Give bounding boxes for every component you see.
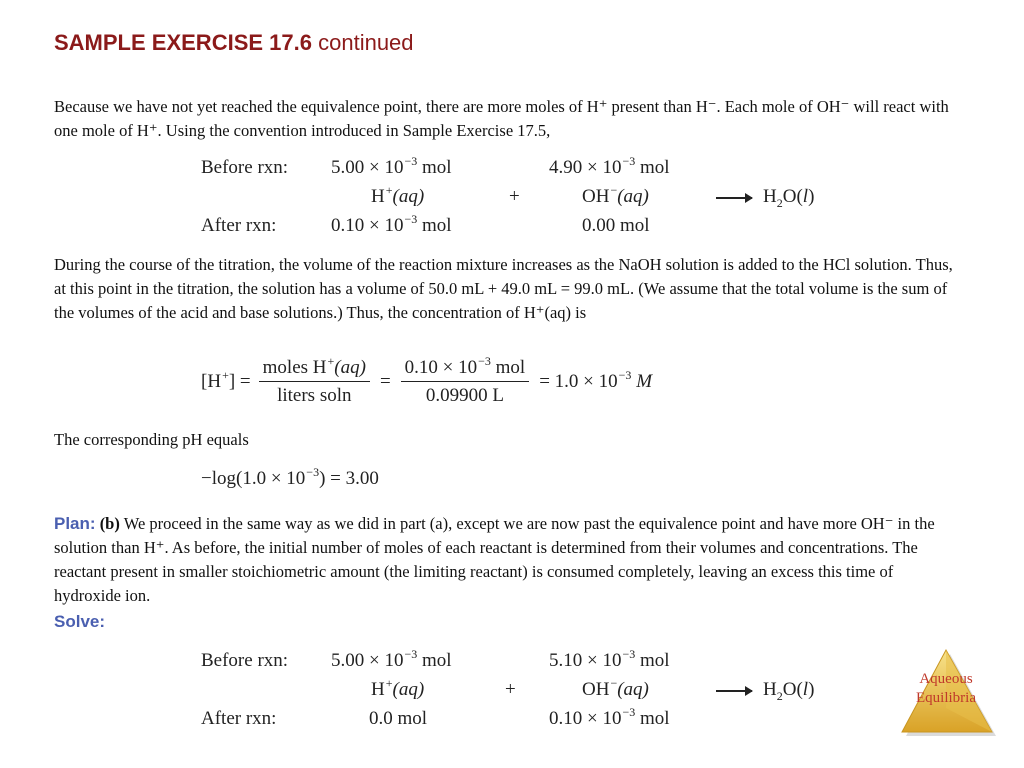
num-text: 0.10 × 10 bbox=[404, 357, 478, 378]
before-h-amount bbox=[331, 154, 452, 179]
part-label: (b) bbox=[99, 514, 120, 533]
species: H bbox=[763, 186, 777, 207]
value-text: 0.10 × 10 bbox=[331, 215, 404, 236]
species-tail: O( bbox=[782, 679, 803, 700]
exponent: −3 bbox=[404, 154, 418, 168]
reactant-oh bbox=[582, 676, 649, 701]
badge-text bbox=[898, 670, 994, 708]
paren: ) bbox=[808, 679, 815, 700]
after-h-amount: 0.0 mol bbox=[369, 708, 428, 729]
paren: ) bbox=[808, 186, 815, 207]
before-oh-amount bbox=[549, 647, 670, 672]
reaction-arrow bbox=[716, 679, 752, 701]
plus-sign: + bbox=[505, 679, 516, 700]
after-rxn-label: After rxn: bbox=[201, 708, 277, 729]
after-h-amount bbox=[331, 212, 452, 237]
after-oh-amount: 0.00 mol bbox=[582, 215, 650, 236]
phase: l bbox=[802, 186, 809, 207]
badge-line-1: Aqueous bbox=[919, 671, 973, 687]
unit-M: M bbox=[636, 371, 653, 392]
charge: + bbox=[385, 676, 393, 690]
phase: (aq) bbox=[392, 186, 425, 207]
aqueous-equilibria-badge bbox=[898, 648, 998, 740]
phase: (aq) bbox=[392, 679, 425, 700]
intro-paragraph: Because we have not yet reached the equivalence point, there are more moles of H⁺ present than H⁻. Each mole of OH⁻ will react with one mole of H⁺. Using the convention introduced in Sample Exercise 17.5, bbox=[54, 97, 949, 140]
exponent: −3 bbox=[478, 354, 491, 368]
species: OH bbox=[582, 186, 610, 207]
numerator bbox=[401, 354, 530, 382]
value-text: 5.00 × 10 bbox=[331, 650, 404, 671]
subscript: 2 bbox=[776, 196, 783, 210]
concentration-equation bbox=[201, 354, 653, 407]
charge: + bbox=[327, 354, 335, 368]
phase: (aq) bbox=[617, 186, 649, 207]
after-rxn-label: After rxn: bbox=[201, 215, 277, 236]
species: H bbox=[371, 679, 385, 700]
unit: mol bbox=[635, 650, 670, 671]
equals-sign: = bbox=[379, 371, 391, 392]
before-rxn-label: Before rxn: bbox=[201, 650, 289, 671]
value-text: 0.10 × 10 bbox=[549, 708, 622, 729]
titration-paragraph: During the course of the titration, the volume of the reaction mixture increases as the NaOH solution is added to the HCl solution. Thus, at this point in the titration, the solution has a volume of 50.0 mL + 49.0 mL = 99.0 mL. (We assume that the total volume is the sum of the volumes of the acid and base solutions.) Thus, the concentration of H⁺(aq) is bbox=[54, 255, 953, 322]
species: H bbox=[763, 679, 777, 700]
before-h-amount bbox=[331, 647, 452, 672]
after-oh-amount bbox=[549, 705, 670, 730]
reactant-h bbox=[371, 183, 425, 208]
unit: mol bbox=[490, 357, 526, 378]
fraction-2 bbox=[401, 354, 530, 407]
plus-sign: + bbox=[509, 186, 520, 207]
badge-line-2: Equilibria bbox=[916, 690, 976, 706]
value-text: 5.10 × 10 bbox=[549, 650, 622, 671]
species-tail: O( bbox=[782, 186, 803, 207]
ph-right: ) = 3.00 bbox=[319, 468, 379, 489]
unit: mol bbox=[417, 650, 452, 671]
phase: l bbox=[802, 679, 809, 700]
product-water bbox=[763, 186, 814, 208]
numerator bbox=[259, 354, 370, 382]
unit: mol bbox=[635, 157, 670, 178]
charge: + bbox=[222, 368, 229, 382]
plan-paragraph bbox=[54, 512, 964, 608]
lhs bbox=[201, 368, 251, 393]
exponent: −3 bbox=[618, 368, 632, 382]
lhs-right: ] = bbox=[228, 371, 251, 392]
species: H bbox=[371, 186, 385, 207]
subscript: 2 bbox=[776, 689, 783, 703]
plan-label: Plan: bbox=[54, 514, 96, 533]
ph-equation bbox=[201, 465, 379, 490]
title-continued: continued bbox=[318, 30, 414, 55]
ph-left: −log(1.0 × 10 bbox=[201, 468, 306, 489]
reactant-h bbox=[371, 676, 425, 701]
charge: − bbox=[610, 676, 618, 690]
exponent: −3 bbox=[622, 647, 636, 661]
charge: − bbox=[610, 183, 618, 197]
exponent: −3 bbox=[622, 154, 636, 168]
unit: mol bbox=[635, 708, 670, 729]
reactant-oh bbox=[582, 183, 649, 208]
value-text: 4.90 × 10 bbox=[549, 157, 622, 178]
result bbox=[539, 368, 653, 393]
before-rxn-label: Before rxn: bbox=[201, 157, 289, 178]
phase: (aq) bbox=[334, 357, 366, 378]
value-text: 5.00 × 10 bbox=[331, 157, 404, 178]
num-text: moles H bbox=[262, 357, 327, 378]
exponent: −3 bbox=[622, 705, 636, 719]
lhs-left: [H bbox=[201, 371, 222, 392]
denominator: liters soln bbox=[277, 385, 352, 406]
exponent: −3 bbox=[306, 465, 320, 479]
ph-intro: The corresponding pH equals bbox=[54, 430, 249, 449]
arrow-icon bbox=[716, 690, 752, 692]
before-oh-amount bbox=[549, 154, 670, 179]
species: OH bbox=[582, 679, 610, 700]
result-text: = 1.0 × 10 bbox=[539, 371, 618, 392]
phase: (aq) bbox=[617, 679, 649, 700]
reaction-arrow bbox=[716, 186, 752, 208]
charge: + bbox=[385, 183, 393, 197]
fraction-1 bbox=[259, 354, 370, 407]
plan-text: We proceed in the same way as we did in part (a), except we are now past the equivalence point and have more OH⁻ in the solution than H⁺. As before, the initial number of moles of each reactant is determined from their volumes and concentrations. The reactant present in smaller stoichiometric amount (the limiting reactant) is consumed completely, leaving an excess this time of hydroxide ion. bbox=[54, 514, 935, 605]
product-water bbox=[763, 679, 814, 701]
denominator: 0.09900 L bbox=[425, 385, 504, 406]
solve-label: Solve: bbox=[54, 612, 106, 631]
unit: mol bbox=[417, 215, 452, 236]
exponent: −3 bbox=[404, 212, 418, 226]
title-bold: SAMPLE EXERCISE 17.6 bbox=[54, 30, 312, 55]
arrow-icon bbox=[716, 197, 752, 199]
page-title bbox=[54, 30, 414, 56]
exponent: −3 bbox=[404, 647, 418, 661]
unit: mol bbox=[417, 157, 452, 178]
